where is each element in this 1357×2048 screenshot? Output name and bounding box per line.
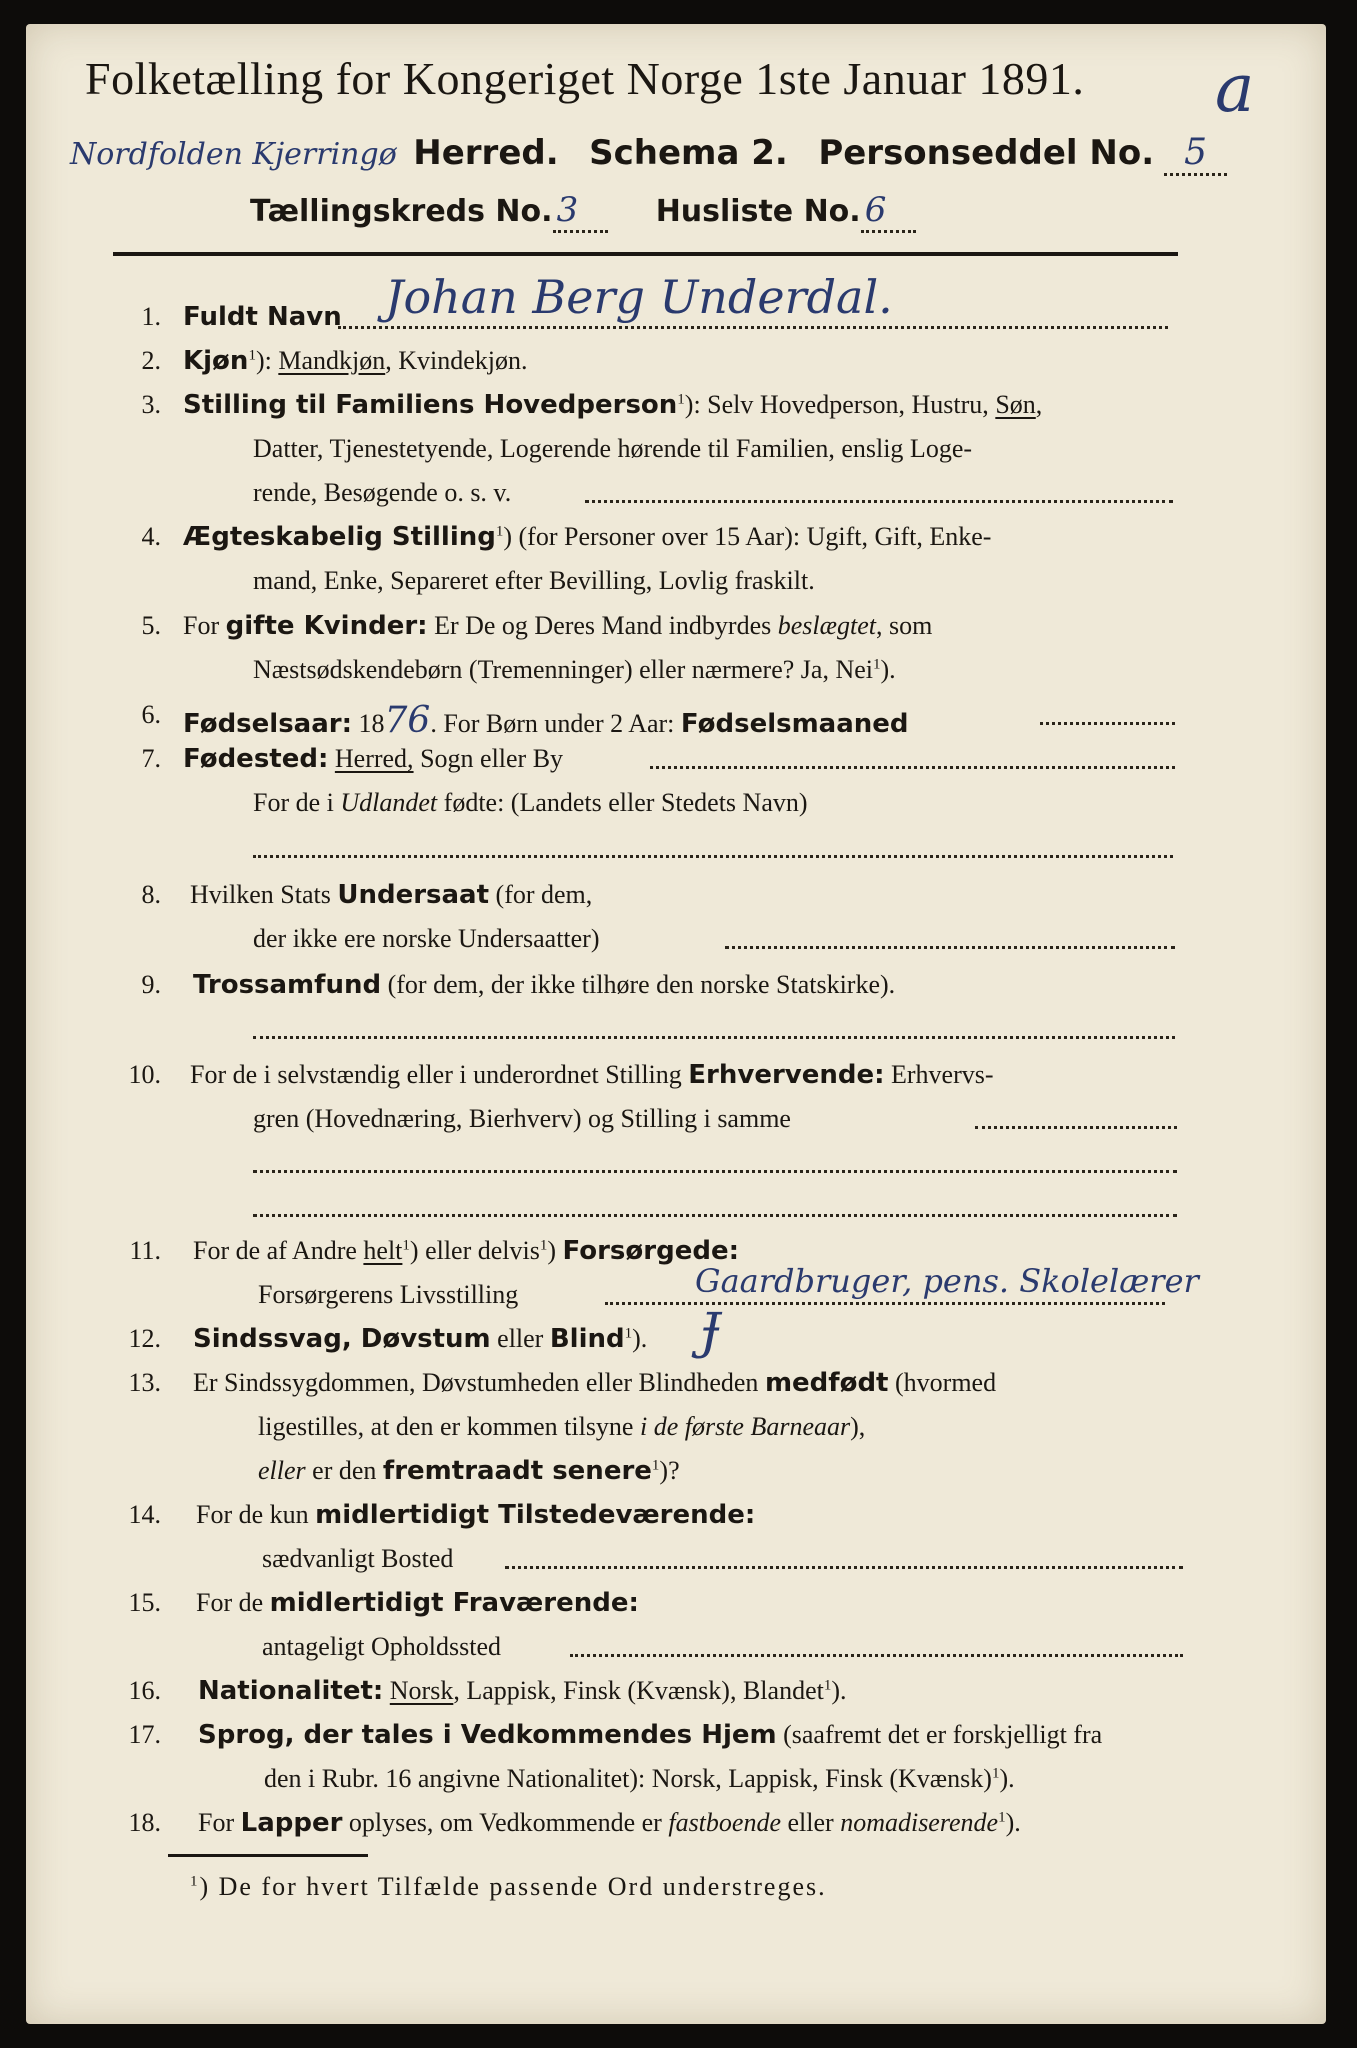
q8-dotline xyxy=(725,946,1175,949)
q8-row-2: der ikke ere norske Undersaatter) xyxy=(253,924,600,953)
q7-row-2: For de i Udlandet fødte: (Landets eller Stedets Navn) xyxy=(253,788,808,817)
q10-label: Erhvervende: xyxy=(688,1060,885,1090)
q16-label: Nationalitet: xyxy=(198,1676,384,1706)
q15-label: midlertidigt Fraværende: xyxy=(269,1588,639,1618)
q2-selected-option: Mandkjøn xyxy=(278,346,386,375)
q1-label: Fuldt Navn xyxy=(183,302,342,332)
q6-year-value: 76 xyxy=(384,700,431,741)
q16-row: Nationalitet: Norsk, Lappisk, Finsk (Kvænsk), Blandet$^1$). xyxy=(198,1676,847,1706)
q8-number: 8. xyxy=(141,880,161,909)
q3-row-3: rende, Besøgende o. s. v. xyxy=(253,478,512,507)
q18-row: For Lapper oplyses, om Vedkommende er fastboende eller nomadiserende$^1$). xyxy=(198,1808,1021,1838)
q13-number: 13. xyxy=(128,1368,161,1397)
q3-label: Stilling til Familiens Hovedperson xyxy=(183,390,678,420)
personseddel-value: 5 xyxy=(1164,132,1227,176)
footnote-divider xyxy=(168,1854,368,1857)
q4-number: 4. xyxy=(141,522,161,551)
q3-row-2: Datter, Tjenestetyende, Logerende hørende til Familien, enslig Loge- xyxy=(253,434,973,463)
taellingskreds-line xyxy=(250,190,916,230)
q7-dotline-2 xyxy=(253,855,1173,858)
q14-label: midlertidigt Tilstedeværende: xyxy=(315,1500,756,1530)
q2-number: 2. xyxy=(141,346,161,375)
q14-row-2: sædvanligt Bosted xyxy=(262,1544,454,1573)
q9-row: Trossamfund (for dem, der ikke tilhøre den norske Statskirke). xyxy=(193,970,896,1000)
q18-number: 18. xyxy=(128,1808,161,1837)
q3-dotline xyxy=(585,500,1173,503)
q2-label: Kjøn xyxy=(183,346,249,376)
q7-number: 7. xyxy=(141,744,161,773)
q11-dotline xyxy=(605,1302,1165,1305)
q10-dotline-2 xyxy=(253,1170,1177,1173)
q4-row-1: Ægteskabelig Stilling$^1$) (for Personer over 15 Aar): Ugift, Gift, Enke- xyxy=(183,522,992,552)
q17-number: 17. xyxy=(128,1720,161,1749)
q14-dotline xyxy=(505,1566,1183,1569)
husliste-value: 6 xyxy=(861,190,917,233)
q14-number: 14. xyxy=(128,1500,161,1529)
q13-row-3: eller er den fremtraadt senere$^1$)? xyxy=(258,1456,680,1486)
q13-label: medfødt xyxy=(764,1368,889,1398)
q6-row: Fødselsaar: 1876. For Børn under 2 Aar: Fødselsmaaned xyxy=(183,700,909,741)
q8-label: Undersaat xyxy=(337,880,490,910)
taellingskreds-value: 3 xyxy=(553,190,609,233)
q5-number: 5. xyxy=(141,611,161,640)
q16-selected-option: Norsk xyxy=(389,1676,454,1705)
q11-row-2: Forsørgerens Livsstilling xyxy=(258,1280,519,1309)
footnote: $^1$) De for hvert Tilfælde passende Ord understreges. xyxy=(190,1872,827,1901)
q5-row-2: Næstsødskendebørn (Tremenninger) eller nærmere? Ja, Nei$^1$). xyxy=(253,655,896,684)
q4-row-2: mand, Enke, Separeret efter Bevilling, Lovlig fraskilt. xyxy=(253,566,815,595)
q15-row-2: antageligt Opholdssted xyxy=(262,1632,502,1661)
q17-row-1: Sprog, der tales i Vedkommendes Hjem (saafremt det er forskjelligt fra xyxy=(198,1720,1103,1750)
corner-mark: a xyxy=(1215,50,1255,127)
form-title: Folketælling for Kongeriget Norge 1ste Januar 1891. xyxy=(85,53,1085,104)
q2-row: Kjøn$^1$): Mandkjøn, Kvindekjøn. xyxy=(183,346,528,376)
q17-label: Sprog, der tales i Vedkommendes Hjem xyxy=(198,1720,777,1750)
q8-row-1: Hvilken Stats Undersaat (for dem, xyxy=(190,880,593,910)
q11-provider-value: Gaardbruger, pens. Skolelærer xyxy=(695,1262,1199,1300)
header-divider xyxy=(113,252,1178,256)
q13-row-1: Er Sindssygdommen, Døvstumheden eller Blindheden medfødt (hvormed xyxy=(193,1368,997,1398)
q9-label: Trossamfund xyxy=(193,970,382,1000)
q13-row-2: ligestilles, at den er kommen tilsyne i de første Barneaar), xyxy=(258,1412,866,1441)
q10-dotline-3 xyxy=(253,1214,1177,1217)
q3-selected-option: Søn xyxy=(995,390,1036,419)
q6-dotline xyxy=(1040,722,1175,725)
q17-row-2: den i Rubr. 16 angivne Nationalitet): Norsk, Lappisk, Finsk (Kvænsk)$^1$). xyxy=(264,1764,1015,1793)
q3-row-1: Stilling til Familiens Hovedperson$^1$): Selv Hovedperson, Hustru, Søn, xyxy=(183,390,1043,420)
q5-row-1: For gifte Kvinder: Er De og Deres Mand indbyrdes beslægtet, som xyxy=(183,611,933,641)
q1-dotline xyxy=(338,326,1168,329)
q9-number: 9. xyxy=(141,970,161,999)
q14-row-1: For de kun midlertidigt Tilstedeværende: xyxy=(196,1500,756,1530)
q15-row-1: For de midlertidigt Fraværende: xyxy=(196,1588,639,1618)
q5-label: gifte Kvinder: xyxy=(225,611,428,641)
q6-label-2: Fødselsmaaned xyxy=(680,709,909,739)
q10-number: 10. xyxy=(128,1060,161,1089)
q18-label: Lapper xyxy=(240,1808,343,1838)
q12-number: 12. xyxy=(128,1324,161,1353)
q4-label: Ægteskabelig Stilling xyxy=(183,522,496,552)
q10-dotline xyxy=(975,1126,1177,1129)
q1-row xyxy=(183,302,342,332)
q6-label: Fødselsaar: xyxy=(183,709,352,739)
herred-line xyxy=(70,132,1227,173)
q13-label-2: fremtraadt senere xyxy=(382,1456,652,1486)
q7-label: Fødested: xyxy=(183,744,329,774)
q12-label: Sindssvag, Døvstum xyxy=(193,1324,491,1354)
q12-handwritten-mark: Ɉ xyxy=(700,1302,721,1360)
schema-label: Schema 2. xyxy=(589,133,788,173)
q15-number: 15. xyxy=(128,1588,161,1617)
q6-number: 6. xyxy=(141,700,161,729)
herred-label: Herred. xyxy=(413,133,559,173)
q3-number: 3. xyxy=(141,390,161,419)
q10-row-1: For de i selvstændig eller i underordnet Stilling Erhvervende: Erhvervs- xyxy=(190,1060,994,1090)
q1-number: 1. xyxy=(141,302,161,331)
q7-row-1: Fødested: Herred, Sogn eller By xyxy=(183,744,564,774)
q7-dotline xyxy=(650,766,1175,769)
q16-number: 16. xyxy=(128,1676,161,1705)
q11-label: Forsørgede: xyxy=(562,1236,739,1266)
q1-name-value: Johan Berg Underdal. xyxy=(385,270,893,324)
husliste-label: Husliste No. xyxy=(655,194,861,229)
personseddel-label: Personseddel No. xyxy=(818,133,1155,173)
q10-row-2: gren (Hovednæring, Bierhverv) og Stilling i samme xyxy=(253,1104,791,1133)
q12-row: Sindssvag, Døvstum eller Blind$^1$). xyxy=(193,1324,648,1354)
q15-dotline xyxy=(570,1654,1183,1657)
taellingskreds-label: Tællingskreds No. xyxy=(250,194,553,229)
q9-dotline xyxy=(253,1036,1175,1039)
q11-row-1: For de af Andre helt$^1$) eller delvis$^1$) Forsørgede: xyxy=(193,1236,739,1266)
q11-selected-option: helt xyxy=(363,1236,403,1265)
q11-number: 11. xyxy=(129,1236,161,1265)
q7-selected-option: Herred, xyxy=(334,744,414,773)
herred-handwritten: Nordfolden Kjerringø xyxy=(70,137,397,172)
q12-label-2: Blind xyxy=(549,1324,625,1354)
